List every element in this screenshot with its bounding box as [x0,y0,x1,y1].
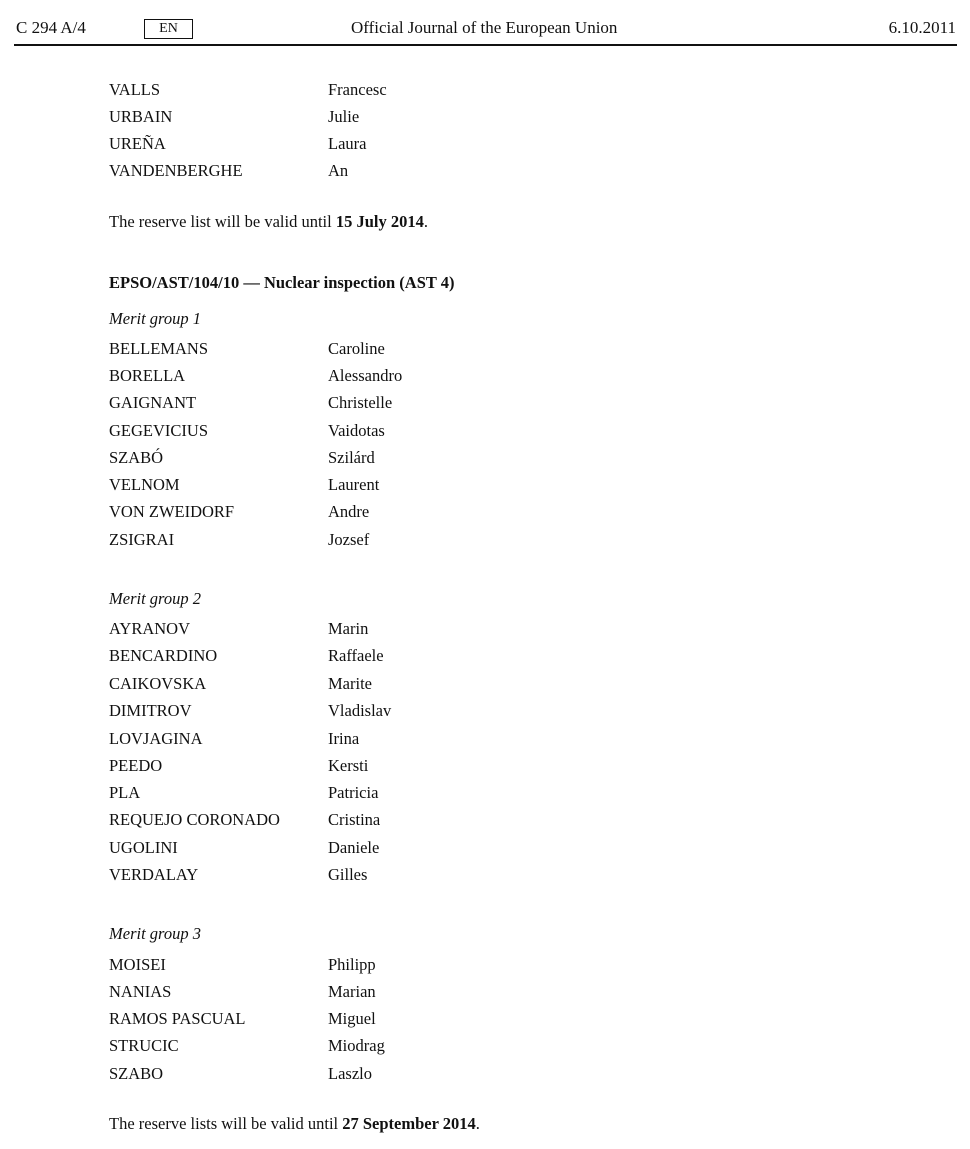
surname: URBAIN [109,107,173,126]
surname: BELLEMANS [109,339,208,358]
surname: PLA [109,783,141,802]
list-item [0,619,970,643]
list-item [0,756,970,780]
list-item [0,838,970,862]
page-header [0,0,970,46]
surname: LOVJAGINA [109,729,203,748]
list-item [0,729,970,753]
surname: GAIGNANT [109,393,197,412]
list-item [0,982,970,1006]
journal-reference: C 294 A/4 [16,18,86,37]
given-name: Patricia [328,783,379,802]
given-name: Vaidotas [328,421,385,440]
merit-group-label: Merit group 2 [109,589,201,608]
surname: STRUCIC [109,1036,179,1055]
merit-group-label: Merit group 3 [109,924,201,943]
validity-date: 15 July 2014 [335,212,424,231]
given-name: Christelle [328,393,393,412]
surname: SZABÓ [109,448,164,467]
publication-date: 6.10.2011 [888,18,956,37]
given-name: Laurent [328,475,380,494]
list-item [0,421,970,445]
list-item [0,502,970,526]
given-name: Laura [328,134,367,153]
given-name: Marite [328,674,372,693]
given-name: Miguel [328,1009,376,1028]
list-item [0,530,970,554]
given-name: Raffaele [328,646,384,665]
surname: UREÑA [109,134,166,153]
surname: VALLS [109,80,161,99]
list-item [0,161,970,185]
given-name: Vladislav [328,701,392,720]
list-item [0,783,970,807]
given-name: Miodrag [328,1036,385,1055]
reserve-validity-note: The reserve lists will be valid until 27 September 2014. [109,1114,480,1133]
list-item [0,107,970,131]
list-item [0,1009,970,1033]
list-item [0,448,970,472]
given-name: Cristina [328,810,381,829]
list-item [0,393,970,417]
surname: VERDALAY [109,865,199,884]
header-divider [14,44,957,46]
surname: UGOLINI [109,838,178,857]
surname: VON ZWEIDORF [109,502,235,521]
reserve-validity-note: The reserve list will be valid until 15 July 2014. [109,212,428,231]
surname: BENCARDINO [109,646,218,665]
surname: RAMOS PASCUAL [109,1009,246,1028]
list-item [0,339,970,363]
merit-group-label: Merit group 1 [109,309,201,328]
surname: SZABO [109,1064,164,1083]
surname: GEGEVICIUS [109,421,208,440]
list-item [0,1064,970,1088]
given-name: Julie [328,107,360,126]
list-item [0,955,970,979]
given-name: Jozsef [328,530,370,549]
list-item [0,701,970,725]
surname: MOISEI [109,955,166,974]
given-name: Andre [328,502,370,521]
competition-heading: EPSO/AST/104/10 — Nuclear inspection (AST 4) [109,273,455,292]
given-name: Szilárd [328,448,375,467]
given-name: Philipp [328,955,376,974]
list-item [0,1036,970,1060]
surname: CAIKOVSKA [109,674,207,693]
journal-title: Official Journal of the European Union [351,18,618,37]
list-item [0,646,970,670]
validity-date: 27 September 2014 [342,1114,476,1133]
list-item [0,80,970,104]
surname: NANIAS [109,982,172,1001]
surname: PEEDO [109,756,163,775]
given-name: Kersti [328,756,369,775]
surname: VANDENBERGHE [109,161,243,180]
surname: REQUEJO CORONADO [109,810,280,829]
list-item [0,674,970,698]
given-name: Daniele [328,838,380,857]
given-name: Francesc [328,80,387,99]
surname: VELNOM [109,475,180,494]
list-item [0,134,970,158]
surname: AYRANOV [109,619,190,638]
given-name: Irina [328,729,360,748]
given-name: Marian [328,982,376,1001]
language-badge: EN [144,19,193,39]
given-name: An [328,161,349,180]
list-item [0,865,970,889]
surname: DIMITROV [109,701,192,720]
given-name: Laszlo [328,1064,372,1083]
list-item [0,810,970,834]
given-name: Gilles [328,865,368,884]
given-name: Alessandro [328,366,403,385]
surname: ZSIGRAI [109,530,175,549]
list-item [0,366,970,390]
list-item [0,475,970,499]
given-name: Caroline [328,339,385,358]
surname: BORELLA [109,366,186,385]
given-name: Marin [328,619,369,638]
